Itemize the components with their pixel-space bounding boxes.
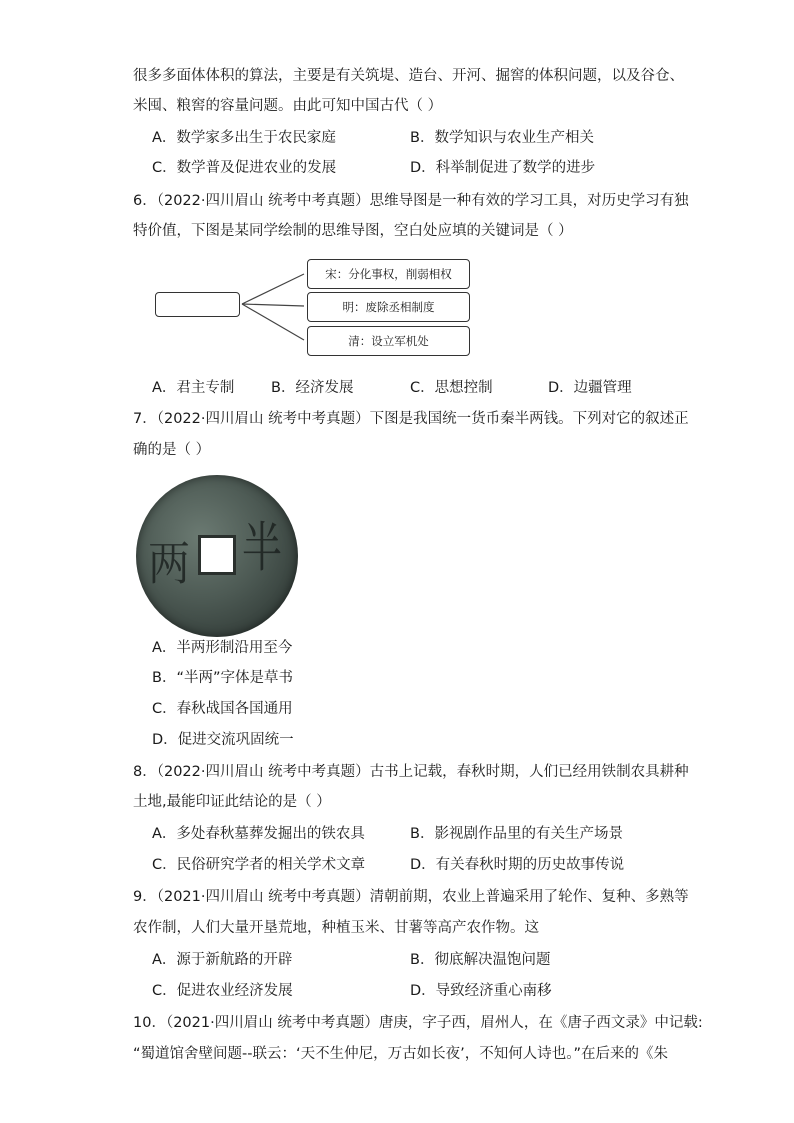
q6-option-a: A．君主专制 — [152, 380, 235, 396]
q7-option-b: B．“半两”字体是草书 — [152, 670, 293, 686]
banliang-coin-image — [136, 475, 298, 637]
mindmap-node-song: 宋：分化事权，削弱相权 — [307, 259, 470, 289]
coin-square-hole — [198, 535, 236, 575]
mindmap-node-ming: 明：废除丞相制度 — [307, 292, 470, 322]
q5-text-line2: 米囤、粮窖的容量问题。由此可知中国古代（ ） — [133, 98, 443, 114]
q7-option-c: C．春秋战国各国通用 — [152, 701, 293, 717]
q5-text-line1: 很多多面体体积的算法，主要是有关筑堤、造台、开河、掘窖的体积问题，以及谷仓、 — [133, 68, 684, 84]
q6-text-line2: 特价值，下图是某同学绘制的思维导图，空白处应填的关键词是（ ） — [133, 223, 573, 239]
q8-option-d: D．有关春秋时期的历史故事传说 — [410, 857, 625, 873]
q6-option-d: D．边疆管理 — [548, 380, 632, 396]
q7-text-line1: 7．（2022·四川眉山 统考中考真题）下图是我国统一货币秦半两钱。下列对它的叙述正 — [133, 411, 689, 427]
q8-option-c: C．民俗研究学者的相关学术文章 — [152, 857, 366, 873]
q9-option-c: C．促进农业经济发展 — [152, 983, 293, 999]
q5-option-d: D．科举制促进了数学的进步 — [410, 160, 596, 176]
q9-option-d: D．导致经济重心南移 — [410, 983, 552, 999]
coin-char-left: 两 — [148, 536, 191, 591]
q5-option-c: C．数学普及促进农业的发展 — [152, 160, 337, 176]
q7-option-d: D．促进交流巩固统一 — [152, 732, 294, 748]
q10-text-line2: “蜀道馆舍壁间题--联云：‘天不生仲尼，万古如长夜’，不知何人诗也。”在后来的《朱 — [133, 1046, 668, 1062]
q9-text-line2: 农作制，人们大量开垦荒地，种植玉米、甘薯等高产农作物。这 — [133, 920, 539, 936]
q8-text-line1: 8．（2022·四川眉山 统考中考真题）古书上记载，春秋时期，人们已经用铁制农具耕种 — [133, 764, 689, 780]
q8-text-line2: 土地,最能印证此结论的是（ ） — [133, 794, 331, 810]
q6-option-b: B．经济发展 — [271, 380, 354, 396]
q6-option-c: C．思想控制 — [410, 380, 493, 396]
q6-text-line1: 6．（2022·四川眉山 统考中考真题）思维导图是一种有效的学习工具，对历史学习有独 — [133, 193, 689, 209]
q9-option-b: B．彻底解决温饱问题 — [410, 952, 551, 968]
q10-text-line1: 10．（2021·四川眉山 统考中考真题）唐庚，字子西，眉州人，在《唐子西文录》中记载: — [133, 1015, 703, 1031]
mindmap-node-qing: 清：设立军机处 — [307, 326, 470, 356]
q7-option-a: A．半两形制沿用至今 — [152, 640, 293, 656]
q9-text-line1: 9．（2021·四川眉山 统考中考真题）清朝前期，农业上普遍采用了轮作、复种、多熟等 — [133, 889, 689, 905]
q9-option-a: A．源于新航路的开辟 — [152, 952, 293, 968]
mindmap-blank-box — [155, 292, 240, 317]
q7-text-line2: 确的是（ ） — [133, 442, 211, 458]
coin-char-right: 半 — [242, 517, 282, 580]
q5-option-a: A．数学家多出生于农民家庭 — [152, 130, 336, 146]
q8-option-a: A．多处春秋墓葬发掘出的铁农具 — [152, 826, 365, 842]
q8-option-b: B．影视剧作品里的有关生产场景 — [410, 826, 623, 842]
q5-option-b: B．数学知识与农业生产相关 — [410, 130, 594, 146]
